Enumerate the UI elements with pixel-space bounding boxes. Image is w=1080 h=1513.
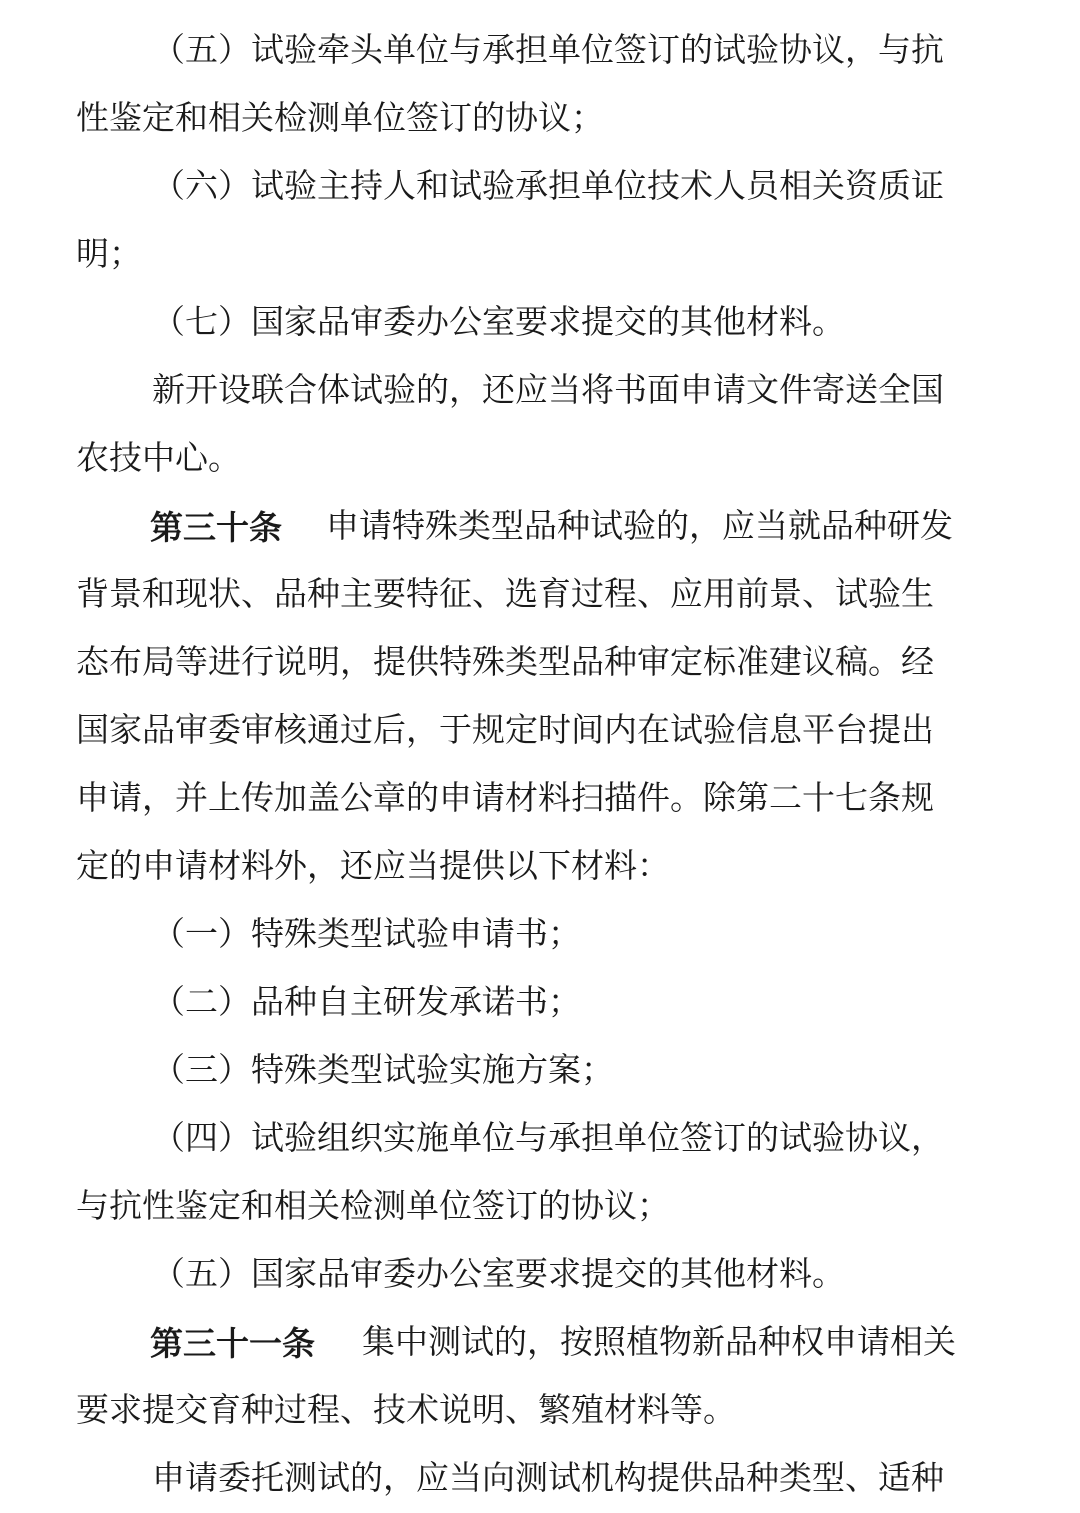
text-line: 背景和现状、品种主要特征、选育过程、应用前景、试验生 — [76, 574, 934, 613]
text-line: 申请，并上传加盖公章的申请材料扫描件。除第二十七条规 — [76, 778, 934, 817]
text-line: 申请委托测试的，应当向测试机构提供品种类型、适种 — [152, 1458, 944, 1497]
text-line: （六）试验主持人和试验承担单位技术人员相关资质证 — [152, 166, 944, 205]
text-line: 态布局等进行说明，提供特殊类型品种审定标准建议稿。经 — [76, 642, 934, 681]
list-item: （三）特殊类型试验实施方案； — [152, 1050, 614, 1089]
list-item: （二）品种自主研发承诺书； — [152, 982, 581, 1021]
text-line: 明； — [76, 234, 142, 273]
text-line: 性鉴定和相关检测单位签订的协议； — [76, 98, 604, 137]
text-line: （五）试验牵头单位与承担单位签订的试验协议，与抗 — [152, 30, 944, 69]
text-line: 与抗性鉴定和相关检测单位签订的协议； — [76, 1186, 670, 1225]
text-line: 集中测试的，按照植物新品种权申请相关 — [362, 1322, 956, 1361]
list-item: （四）试验组织实施单位与承担单位签订的试验协议， — [152, 1118, 944, 1157]
text-line: 农技中心。 — [76, 438, 241, 477]
text-line: 国家品审委审核通过后，于规定时间内在试验信息平台提出 — [76, 710, 934, 749]
article-heading: 第三十条 — [150, 508, 282, 547]
list-item: （一）特殊类型试验申请书； — [152, 914, 581, 953]
text-line: （七）国家品审委办公室要求提交的其他材料。 — [152, 302, 845, 341]
list-item: （五）国家品审委办公室要求提交的其他材料。 — [152, 1254, 845, 1293]
text-line: 新开设联合体试验的，还应当将书面申请文件寄送全国 — [152, 370, 944, 409]
text-line: 申请特殊类型品种试验的，应当就品种研发 — [326, 506, 953, 545]
text-line: 定的申请材料外，还应当提供以下材料： — [76, 846, 670, 885]
article-heading: 第三十一条 — [150, 1324, 315, 1363]
text-line: 要求提交育种过程、技术说明、繁殖材料等。 — [76, 1390, 736, 1429]
